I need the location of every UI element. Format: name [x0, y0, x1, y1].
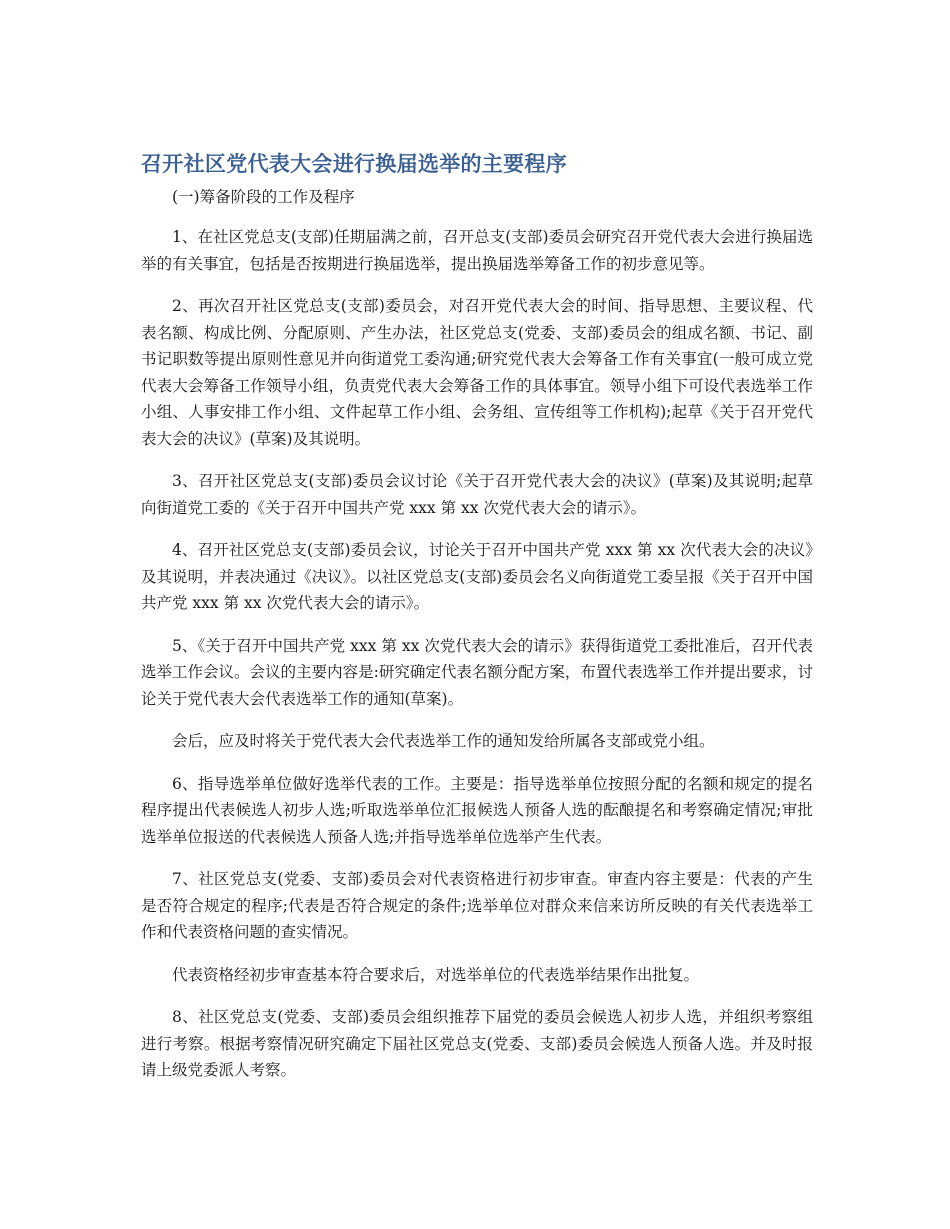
document-page	[141, 150, 813, 1100]
paragraph-7-note: 代表资格经初步审查基本符合要求后，对选举单位的代表选举结果作出批复。	[172, 965, 700, 984]
paragraph-5-note: 会后，应及时将关于党代表大会代表选举工作的通知发给所属各支部或党小组。	[172, 732, 715, 750]
paragraph-6: 6、指导选举单位做好选举代表的工作。主要是：指导选举单位按照分配的名额和规定的提名程序提出代表候选人初步人选;听取选举单位汇报候选人预备人选的酝酿提名和考察确定情况;审批选举单位报送的代表候选人预备人选;并指导选举单位选举产生代表。	[141, 774, 813, 846]
paragraph-5: 5、《关于召开中国共产党 xxx 第 xx 次党代表大会的请示》获得街道党工委批准后，召开代表选举工作会议。会议的主要内容是:研究确定代表名额分配方案，布置代表选举工作并提出要求，讨论关于党代表大会代表选举工作的通知(草案)。	[141, 636, 813, 708]
paragraph-2: 2、再次召开社区党总支(支部)委员会，对召开党代表大会的时间、指导思想、主要议程、代表名额、构成比例、分配原则、产生办法，社区党总支(党委、支部)委员会的组成名额、书记、副书记职数等提出原则性意见并向街道党工委沟通;研究党代表大会筹备工作有关事宜(一般可成立党代表大会筹备工作领导小组，负责党代表大会筹备工作的具体事宜。领导小组下可设代表选举工作小组、人事安排工作小组、文件起草工作小组、会务组、宣传组等工作机构);起草《关于召开党代表大会的决议》(草案)及其说明。	[141, 297, 813, 448]
paragraph-8: 8、社区党总支(党委、支部)委员会组织推荐下届党的委员会候选人初步人选，并组织考察组进行考察。根据考察情况研究确定下届社区党总支(党委、支部)委员会候选人预备人选。并及时报请上级党委派人考察。	[141, 1008, 813, 1079]
document-title: 召开社区党代表大会进行换届选举的主要程序	[141, 152, 567, 176]
section-heading: (一)筹备阶段的工作及程序	[172, 188, 355, 206]
paragraph-7: 7、社区党总支(党委、支部)委员会对代表资格进行初步审查。审查内容主要是：代表的产生是否符合规定的程序;代表是否符合规定的条件;选举单位对群众来信来访所反映的有关代表选举工作和代表资格问题的查实情况。	[141, 870, 813, 941]
paragraph-1: 1、在社区党总支(支部)任期届满之前，召开总支(支部)委员会研究召开党代表大会进行换届选举的有关事宜，包括是否按期进行换届选举，提出换届选举筹备工作的初步意见等。	[141, 228, 813, 273]
paragraph-4: 4、召开社区党总支(支部)委员会议，讨论关于召开中国共产党 xxx 第 xx 次代表大会的决议》及其说明，并表决通过《决议》。以社区党总支(支部)委员会名义向街道党工委呈报《关于召开中国共产党 xxx 第 xx 次党代表大会的请示》。	[141, 541, 813, 612]
paragraph-3: 3、召开社区党总支(支部)委员会议讨论《关于召开党代表大会的决议》(草案)及其说明;起草向街道党工委的《关于召开中国共产党 xxx 第 xx 次党代表大会的请示》。	[141, 472, 813, 517]
